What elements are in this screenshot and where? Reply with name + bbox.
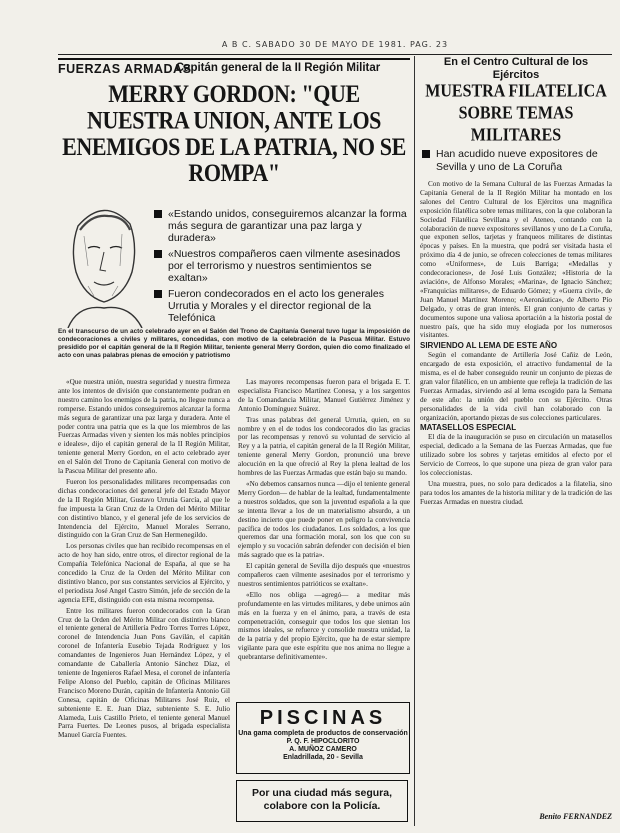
subheading: SIRVIENDO AL LEMA DE ESTE AÑO bbox=[420, 341, 558, 351]
paragraph: Entre los militares fueron condecorados con la Gran Cruz de la Orden del Mérito Militar con distintivo blanco el teniente general de Artillería Pedro Torres Torres López, coronel de Intendencia Juan Pons Gavilán, el capitán coronel de Infantería Eusebio Tejada Rodríguez y los comandantes de Ingenieros Juan Hernández López, y el comandante de Caballería Antonio Sánchez Díaz, el teniente de Ingenieros Rafael Mesa, el coronel de infantería Felipe Alonso del Pueblo, capitán de Oficinas Militares Francisco Moreno Durán, capitán de Infantería Antonio Gil Conesa, capitán de Oficinas Militares José Ruiz, el subteniente E. E. Juan Díaz, subteniente S. E. Julio Alameda, Luis Castillo Prieto, el teniente general Manuel Parra Fuertes. De Leones pusos, al brigada especialista Manuel García Fuentes. bbox=[58, 606, 230, 740]
highlight-item: Fueron condecorados en el acto los generales Urrutia y Morales y el director regional de la Telefónica bbox=[152, 288, 410, 324]
ad-line: Enladrillada, 20 - Sevilla bbox=[283, 754, 363, 761]
ad-line: A. MUÑOZ CAMERO bbox=[289, 746, 357, 753]
side-kicker: En el Centro Cultural de los Ejércitos bbox=[443, 56, 589, 81]
paragraph: Con motivo de la Semana Cultural de las Fuerzas Armadas la Capitanía General de la II Región Militar ha montado en los salones del Centro Cultural de los Ejércitos una magnífica exposición filatélica sobre temas militares, con la que colaboran la Sociedad Filatélica Sevillana y el Ateneo, contando con la colaboración de nueve expositores sevillanos y uno de La Coruña, que exponen sellos, tarjetas y franqueos militares de distintas épocas y países. En la muestra, que podrá ser visitada hasta el próximo día 4 de junio, se ofrecen colecciones de temas militares como «Uniformes», de Luis Barriga; «Medallas y condecoraciones», de José Luis González; «Historia de la aviación», de Alfonso Morales; «Marina», de Ignacio Sánchez; «Franquicias militares», de Eduardo Gómez; y «Guerra civil», de Juan Manuel Martínez Moreno; «Aeronáutica», de Alberto Pío Delgado, y otras de gran interés. El gran conjunto de cartas y documentos supone una valiosa aportación a la historia postal de nuestro país, que ha sido muy elogiada por los numerosos visitantes. bbox=[420, 180, 612, 340]
article-headline: MERRY GORDON: "QUE NUESTRA UNION, ANTE LOS ENEMIGOS DE LA PATRIA, NO SE ROMPA" bbox=[62, 78, 406, 187]
bullet-square-icon bbox=[422, 150, 430, 158]
bullet-square-icon bbox=[154, 250, 162, 258]
article-column-1 bbox=[58, 378, 230, 742]
highlight-item: «Estando unidos, conseguiremos alcanzar la forma más segura de garantizar una paz larga y duradera» bbox=[152, 208, 410, 244]
photo-caption: En el transcurso de un acto celebrado ayer en el Salón del Trono de Capitanía General tuvo lugar la imposición de condecoraciones a civiles y militares, concedidas, con motivo de la celebración de la Pascua Militar. Estuvo presidido por el capitán general de la II Región Militar, teniente general Merry Gordon, quien dio como finalizado el acto con unas palabras plenas de emoción y patriotismo bbox=[58, 328, 410, 359]
side-body bbox=[420, 180, 612, 507]
paragraph: El día de la inauguración se puso en circulación un matasellos especial, dedicado a la Semana de las Fuerzas Armadas, que fue utilizado sobre los sobres y tarjetas emitidos al efecto por el Servicio de Correos, lo que supone una pieza de gran valor para los coleccionistas. bbox=[420, 433, 612, 477]
page-header: A B C. SABADO 30 DE MAYO DE 1981. PAG. 23 bbox=[221, 40, 449, 49]
article-highlights bbox=[152, 208, 410, 328]
ad-line: P. Q. F. HIPOCLORITO bbox=[286, 738, 360, 745]
subheading: MATASELLOS ESPECIAL bbox=[420, 423, 517, 433]
pool-advertisement bbox=[236, 702, 410, 774]
header-rule bbox=[58, 54, 612, 55]
paragraph: Los personas civiles que han recibido recompensas en el acto de hoy han sido, entre otros, el director regional de la Compañía Telefónica Nacional de España, al que se ha concedido la Cruz de la Orden del Mérito Militar con distintivo blanco, por sus constantes servicios al Ejército, y el periodista José Angel Castro Simón, jefe de sección de la agencia EFE, distinguido con esta misma recompensa. bbox=[58, 542, 230, 604]
section-title: FUERZAS ARMADAS bbox=[58, 58, 410, 76]
side-highlight: Han acudido nueve expositores de Sevilla y uno de La Coruña bbox=[420, 148, 612, 174]
side-headline: MUESTRA FILATELICA SOBRE TEMAS MILITARES bbox=[425, 82, 607, 145]
bullet-square-icon bbox=[154, 290, 162, 298]
article-column-2 bbox=[238, 378, 410, 664]
article-kicker: Capitán general de la II Región Militar bbox=[175, 62, 381, 74]
paragraph: «Que nuestra unión, nuestra seguridad y nuestra firmeza ante los intentos de división que constantemente pudran en nuestro camino los enemigos de la patria, no llegue nunca a romperse. Estando unidos conseguiremos alcanzar la forma más segura de garantizar una paz larga y duradera. Ante el poder contra una patria que es la que los miembros de las Fuerzas Armadas viven y sienten los más nobles principios e ideales», dijo el capitán general de la II Región Militar, teniente general Merry Gordon, en el acto celebrado ayer en el Salón del Trono de Capitanía General con motivo de la Pascua Militar del presente año. bbox=[58, 378, 230, 476]
paragraph: El capitán general de Sevilla dijo después que «nuestros compañeros caen vilmente asesinados por el terrorismo y nuestros sentimientos patrióticos se exaltan». bbox=[238, 562, 410, 588]
ad-line: Una gama completa de productos de conservación bbox=[238, 730, 408, 737]
police-notice: Por una ciudad más segura, colabore con la Policía. bbox=[236, 780, 408, 822]
paragraph: «No debemos cansarnos nunca —dijo el teniente general Merry Gordon— de hablar de la lealtad, fundamentalmente a nuestros soldados, que son la juventud española a la que se intenta llevar a los de un materialismo absurdo, a un destino incierto que puede poner en peligro la convivencia pacífica de todos los ciudadanos. Los soldados, a los que queremos dar una formación moral, son los que con su ejemplo y su vocación sabrán defender con decisión el bien más sagrado que es la patria». bbox=[238, 479, 410, 560]
bullet-square-icon bbox=[154, 210, 162, 218]
ad-title: PISCINAS bbox=[259, 707, 387, 729]
side-article bbox=[420, 56, 612, 509]
portrait-sketch bbox=[58, 186, 150, 328]
paragraph: «Ello nos obliga —agregó— a meditar más profundamente en las virtudes militares, y debe unirnos aún más en la fuerza y en el ánimo, para, a través de esta compenetración, conseguir que todos los que sientan los mismos ideales, se refuerce y consolide nuestra unidad, la de la patria y del propio Ejército, que ha de estar siempre vigilante para que este espíritu que nos anima no llegue a quebrantarse definitivamente». bbox=[238, 590, 410, 662]
paragraph: Tras unas palabras del general Urrutia, quien, en su nombre y en el de todos los condecorados dio las gracias por las recompensas y renovó su voluntad de servicio al Rey y a la patria, el capitán general de la II Región Militar, teniente general Merry Gordon, pronunció una breve alocución en la que ofreció al Rey la plena lealtad de los hombres de las Fuerzas Armadas que están bajo su mando. bbox=[238, 415, 410, 478]
author-signature: Benito FERNANDEZ bbox=[539, 812, 612, 821]
paragraph: Según el comandante de Artillería José Cañiz de León, encargado de esta exposición, el atractivo fundamental de la misma, es el de haber conseguido reunir un conjunto de piezas de gran valor filatélico, en un ambiente que refleja la tradición de las Fuerzas Armadas, sirviendo así al lema escogido para la Semana de este año: la unión del pueblo con su Ejército. Otras personalidades de la vida civil han colaborado con la organización, aportando piezas de sus colecciones particulares. bbox=[420, 351, 612, 422]
paragraph: Las mayores recompensas fueron para el brigada E. T. especialista Francisco Martínez Conesa, y a los sargentos de la Comandancia Militar, Manuel Gutiérrez Jiménez y Antonio Domínguez Suárez. bbox=[238, 378, 410, 413]
column-divider bbox=[414, 56, 415, 826]
main-article bbox=[58, 58, 410, 812]
highlight-item: «Nuestros compañeros caen vilmente asesinados por el terrorismo y nuestros sentimientos se exaltan» bbox=[152, 248, 410, 284]
paragraph: Una muestra, pues, no solo para dedicados a la filatelia, sino para todos los amantes de la historia militar y de la tradición de las Fuerzas Armadas en nuestra ciudad. bbox=[420, 479, 612, 506]
paragraph: Fueron los personalidades militares recompensadas con dichas condecoraciones del general jefe del Estado Mayor de la II Región Militar, Gustavo Urrutia García, al que le fue impuesta la Gran Cruz de la Orden del Mérito Militar con distintivo blanco, y el general jefe de los servicios de Intendencia del Ejército, Manuel Morales Serrano, distinguido con la Gran Cruz de San Hermenegildo. bbox=[58, 477, 230, 540]
